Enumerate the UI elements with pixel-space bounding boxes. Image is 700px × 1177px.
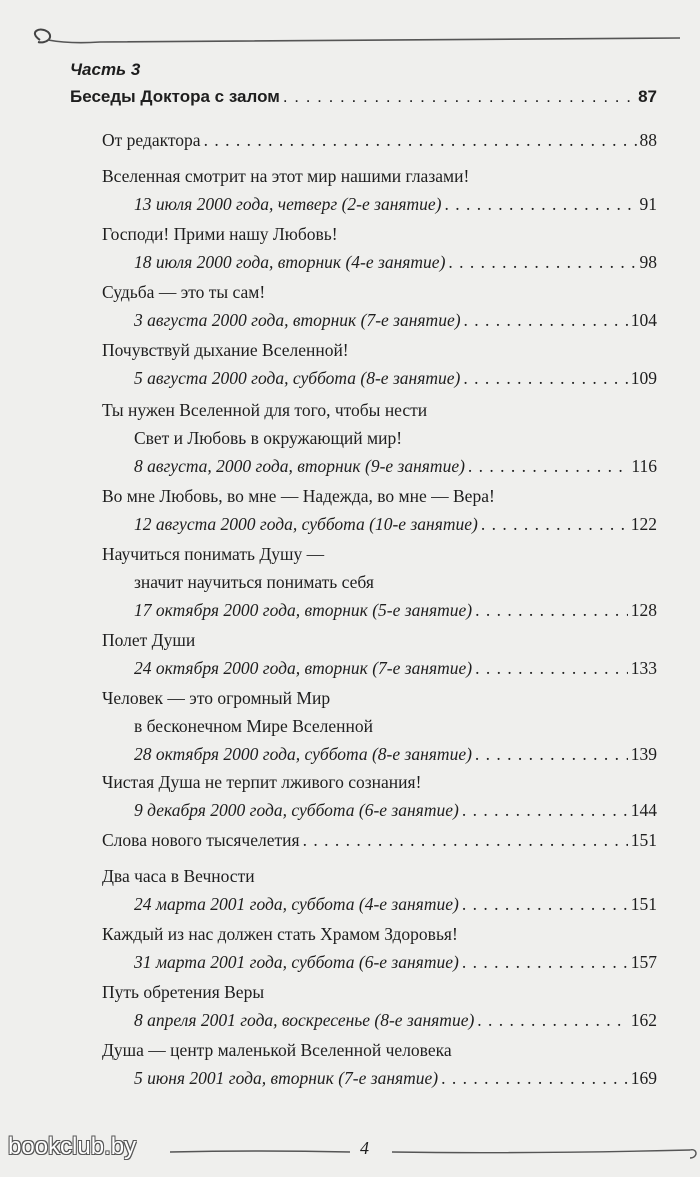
toc-entry-title: Свет и Любовь в окружающий мир! [134, 428, 403, 448]
toc-entry-page-number: 104 [630, 310, 657, 330]
toc-entry-title: Почувствуй дыхание Вселенной! [102, 340, 349, 360]
watermark-logo: bookclub.by [8, 1133, 137, 1160]
toc-entry-page-number: 91 [639, 194, 657, 214]
toc-entry-title: Во мне Любовь, во мне — Надежда, во мне — Вера! [102, 486, 495, 506]
toc-entry-page-number: 116 [631, 456, 657, 476]
toc-entry-date-row [134, 1066, 657, 1090]
toc-entry-page-number: 128 [630, 600, 657, 620]
toc-entry-title: Научиться понимать Душу — [102, 544, 325, 564]
toc-entry-date: 5 июня 2001 года, вторник (7-е занятие) [134, 1068, 439, 1088]
toc-entry-page-number: 157 [630, 952, 657, 972]
toc-entry-page-number: 88 [639, 130, 657, 150]
decorative-top-rule [0, 18, 700, 58]
toc-entry-title: Вселенная смотрит на этот мир нашими глазами! [102, 166, 470, 186]
dot-leader [445, 192, 637, 216]
toc-entry-title-row [102, 128, 657, 152]
toc-entry-date: 13 июля 2000 года, четверг (2-е занятие) [134, 194, 442, 214]
toc-entry-date-row [134, 950, 657, 974]
dot-leader [463, 366, 627, 390]
toc-entry-date-row [134, 798, 657, 822]
toc-entry-date-row [134, 892, 657, 916]
dot-leader [475, 656, 628, 680]
toc-entry-date-row [134, 1008, 657, 1032]
dot-leader [481, 512, 628, 536]
toc-entry-date: 9 декабря 2000 года, суббота (6-е занятие) [134, 800, 459, 820]
toc-entry-page-number: 151 [630, 830, 657, 850]
toc-entry-title: Каждый из нас должен стать Храмом Здоровья! [102, 924, 458, 944]
toc-entry-date: 17 октября 2000 года, вторник (5-е занятие) [134, 600, 473, 620]
dot-leader [462, 950, 628, 974]
dot-leader [441, 1066, 628, 1090]
toc-entry-date-row [134, 308, 657, 332]
dot-leader [477, 1008, 627, 1032]
toc-entry-date: 3 августа 2000 года, вторник (7-е занятие) [134, 310, 461, 330]
toc-entry-title: Путь обретения Веры [102, 982, 265, 1002]
toc-entry-date: 5 августа 2000 года, суббота (8-е занятие) [134, 368, 461, 388]
toc-entry-page-number: 162 [630, 1010, 657, 1030]
toc-entry-date: 8 апреля 2001 года, воскресенье (8-е занятие) [134, 1010, 475, 1030]
section-page-number: 87 [638, 87, 657, 106]
toc-entry-page-number: 133 [630, 658, 657, 678]
toc-entry-page-number: 151 [630, 894, 657, 914]
page-number: 4 [360, 1138, 369, 1158]
toc-entry-date-row [134, 656, 657, 680]
dot-leader [475, 598, 628, 622]
part-heading: Часть 3 [70, 60, 141, 79]
dot-leader [462, 798, 628, 822]
toc-entry-title-row [102, 828, 657, 852]
toc-entry-page-number: 122 [630, 514, 657, 534]
toc-entry-date: 31 марта 2001 года, суббота (6-е занятие) [134, 952, 459, 972]
toc-entry-date: 18 июля 2000 года, вторник (4-е занятие) [134, 252, 446, 272]
toc-entry-date-row [134, 250, 657, 274]
dot-leader [303, 828, 628, 852]
toc-entry-title: Ты нужен Вселенной для того, чтобы нести [102, 400, 428, 420]
section-title: Беседы Доктора с залом [70, 87, 280, 106]
toc-entry-date: 8 августа, 2000 года, вторник (9-е занятие) [134, 456, 465, 476]
dot-leader [475, 742, 628, 766]
toc-entry-title: Полет Души [102, 630, 196, 650]
toc-entry-date-row [134, 742, 657, 766]
toc-entry-title: Господи! Прими нашу Любовь! [102, 224, 338, 244]
dot-leader [283, 87, 635, 107]
toc-entry-date: 24 октября 2000 года, вторник (7-е занятие) [134, 658, 473, 678]
toc-entry-title: Слова нового тысячелетия [102, 830, 300, 850]
dot-leader [448, 250, 636, 274]
toc-entry-page-number: 109 [630, 368, 657, 388]
toc-entry-title: От редактора [102, 130, 201, 150]
toc-entry-date-row [134, 512, 657, 536]
toc-entry-date: 28 октября 2000 года, суббота (8-е занятие) [134, 744, 472, 764]
toc-entry-page-number: 144 [630, 800, 657, 820]
toc-entry-date-row [134, 454, 657, 478]
toc-entry-page-number: 98 [639, 252, 657, 272]
dot-leader [462, 892, 628, 916]
toc-entry-date-row [134, 366, 657, 390]
toc-entry-title: Чистая Душа не терпит лживого сознания! [102, 772, 422, 792]
toc-entry-date: 12 августа 2000 года, суббота (10-е занятие) [134, 514, 478, 534]
toc-entry-page-number: 139 [630, 744, 657, 764]
toc-entry-title: значит научиться понимать себя [134, 572, 374, 592]
toc-entry-title: Человек — это огромный Мир [102, 688, 331, 708]
toc-entry-date-row [134, 598, 657, 622]
dot-leader [204, 128, 637, 152]
section-heading-row [70, 87, 657, 107]
toc-entry-date-row [134, 192, 657, 216]
dot-leader [468, 454, 628, 478]
toc-entry-title: Душа — центр маленькой Вселенной человека [102, 1040, 452, 1060]
toc-entry-page-number: 169 [630, 1068, 657, 1088]
toc-entry-title: Судьба — это ты сам! [102, 282, 266, 302]
toc-entry-date: 24 марта 2001 года, суббота (4-е занятие) [134, 894, 459, 914]
toc-entry-title: Два часа в Вечности [102, 866, 255, 886]
toc-entry-title: в бесконечном Мире Вселенной [134, 716, 373, 736]
dot-leader [464, 308, 628, 332]
